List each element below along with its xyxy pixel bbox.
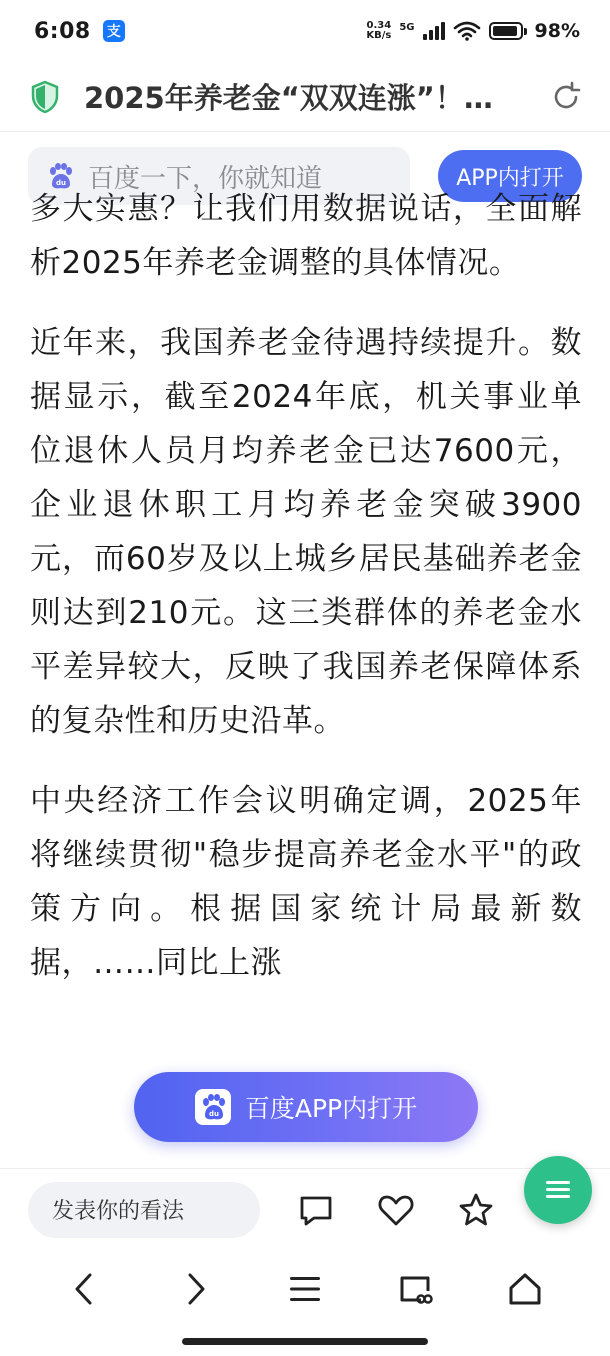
article-body: [30, 191, 582, 1168]
reload-icon[interactable]: [550, 81, 582, 113]
open-baidu-app-pill[interactable]: [134, 1072, 478, 1142]
forward-icon[interactable]: [175, 1269, 215, 1309]
home-indicator[interactable]: [182, 1338, 428, 1345]
like-heart-icon[interactable]: [376, 1190, 416, 1230]
comment-input[interactable]: 发表你的看法: [28, 1182, 260, 1238]
net-speed-value: 0.34: [366, 20, 392, 31]
signal-icon: [423, 22, 445, 40]
browser-title-bar: [0, 62, 610, 132]
alipay-notification-icon: 支: [103, 20, 125, 42]
battery-level: 98%: [534, 20, 580, 42]
svg-text:du: du: [56, 179, 66, 187]
home-icon[interactable]: [505, 1269, 545, 1309]
favorite-star-icon[interactable]: [456, 1190, 496, 1230]
comment-icon[interactable]: [296, 1190, 336, 1230]
article-paragraph: 中央经济工作会议明确定调，2025年将继续贯彻"稳步提高养老金水平"的政策方向。根据国家统计局最新数据，……同比上涨: [30, 783, 582, 981]
net-speed-unit: KB/s: [366, 30, 392, 41]
open-in-app-button[interactable]: APP内打开: [438, 150, 582, 202]
svg-text:du: du: [208, 1110, 219, 1118]
comment-bar: [0, 1168, 610, 1250]
page-title: 2025年养老金“双双连涨”！…: [84, 81, 493, 115]
search-placeholder: 百度一下，你就知道: [88, 163, 323, 194]
net-speed: [366, 21, 391, 41]
menu-icon[interactable]: [285, 1269, 325, 1309]
article-paragraph: 近年来，我国养老金待遇持续提升。数据显示，截至2024年底，机关事业单位退休人员月均养老金已达7600元，企业退休职工月均养老金突破3900元，而60岁及以上城乡居民基础养老金则达到210元。这三类群体的养老金水平差异较大，反映了我国养老保障体系的复杂性和历史沿革。: [30, 325, 582, 739]
status-indicators: [366, 20, 580, 42]
browser-nav-bar: [0, 1252, 610, 1326]
baidu-app-logo-icon: [195, 1089, 231, 1125]
open-baidu-app-label: 百度APP内打开: [244, 1094, 418, 1123]
wifi-icon: [453, 21, 481, 41]
network-type: 5G: [399, 22, 415, 33]
battery-icon: [489, 22, 527, 40]
status-time: 6:08: [34, 18, 91, 44]
article-paragraph: 多大实惠？让我们用数据说话，全面解析2025年养老金调整的具体情况。: [30, 191, 582, 281]
shield-icon[interactable]: [30, 80, 60, 114]
menu-fab-icon[interactable]: [524, 1156, 592, 1224]
back-icon[interactable]: [65, 1269, 105, 1309]
status-bar: [0, 0, 610, 62]
tabs-icon[interactable]: [395, 1269, 435, 1309]
